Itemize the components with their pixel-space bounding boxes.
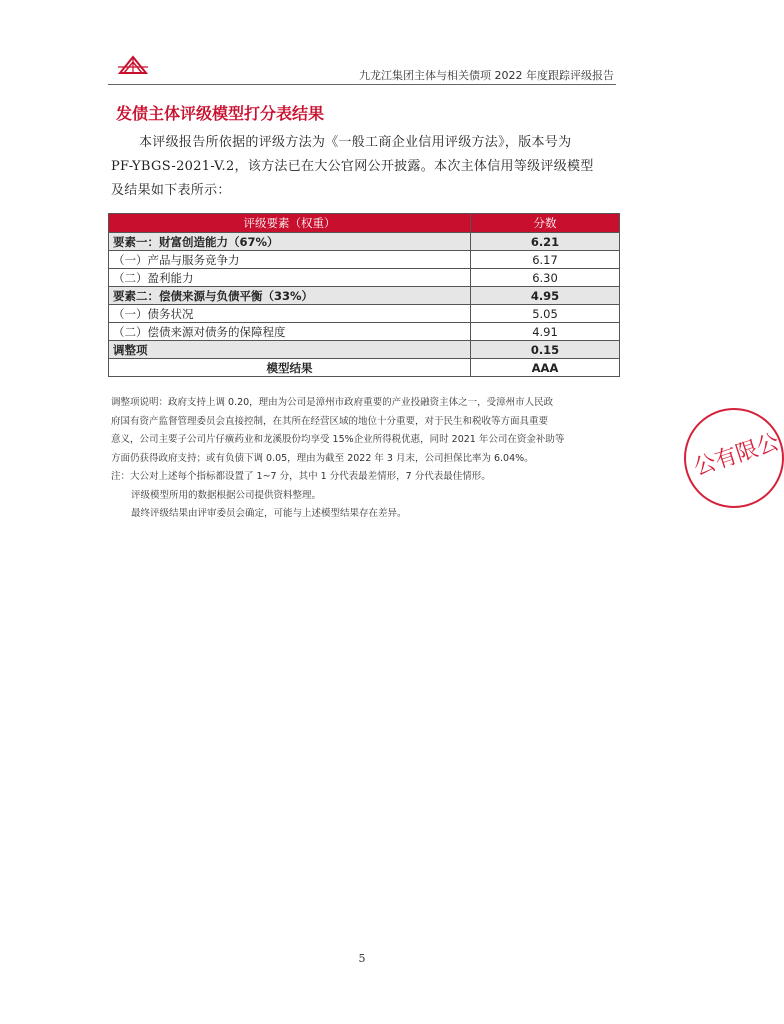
factor-cell: （二）偿债来源对债务的保障程度 bbox=[109, 323, 471, 341]
factor-cell: （一）债务状况 bbox=[109, 305, 471, 323]
model-result-value: AAA bbox=[471, 359, 620, 377]
table-row bbox=[109, 341, 620, 359]
stamp-text: 公有限公 bbox=[690, 429, 783, 481]
table-row bbox=[109, 305, 620, 323]
table-row bbox=[109, 287, 620, 305]
adjustment-note-line: 方面仍获得政府支持；或有负债下调 0.05，理由为截至 2022 年 3 月末，公司担保比率为 6.04%。 bbox=[111, 452, 534, 464]
company-seal-stamp bbox=[684, 408, 784, 508]
data-source-note: 评级模型所用的数据根据公司提供资料整理。 bbox=[131, 489, 322, 501]
page-number: 5 bbox=[358, 952, 366, 965]
company-logo-icon bbox=[118, 55, 148, 75]
score-cell: 5.05 bbox=[471, 305, 620, 323]
factor-column-header: 评级要素（权重） bbox=[109, 214, 471, 233]
table-row bbox=[109, 233, 620, 251]
intro-line-3: 及结果如下表所示： bbox=[111, 183, 231, 198]
factor-cell: 要素二：偿债来源与负债平衡（33%） bbox=[109, 287, 471, 305]
factor-cell: （二）盈利能力 bbox=[109, 269, 471, 287]
score-cell: 6.30 bbox=[471, 269, 620, 287]
intro-paragraph bbox=[111, 131, 616, 203]
model-result-label: 模型结果 bbox=[109, 359, 471, 377]
table-notes bbox=[111, 394, 621, 524]
committee-note: 最终评级结果由评审委员会确定，可能与上述模型结果存在差异。 bbox=[131, 508, 407, 519]
header-divider bbox=[108, 84, 616, 85]
score-cell: 4.91 bbox=[471, 323, 620, 341]
score-column-header: 分数 bbox=[471, 214, 620, 233]
scale-note: 注：大公对上述每个指标都设置了 1~7 分，其中 1 分代表最差情形，7 分代表最佳情形。 bbox=[111, 471, 491, 482]
table-header-row bbox=[109, 214, 620, 233]
adjustment-note-line: 意义，公司主要子公司片仔癀药业和龙溪股份均享受 15%企业所得税优惠，同时 2021 年公司在资金补助等 bbox=[111, 434, 565, 445]
score-cell: 0.15 bbox=[471, 341, 620, 359]
intro-line-2: PF-YBGS-2021-V.2，该方法已在大公官网公开披露。本次主体信用等级评级模型 bbox=[111, 159, 594, 174]
score-cell: 6.17 bbox=[471, 251, 620, 269]
score-cell: 4.95 bbox=[471, 287, 620, 305]
model-result-row bbox=[109, 359, 620, 377]
adjustment-note-line: 府国有资产监督管理委员会直接控制，在其所在经营区域的地位十分重要，对于民生和税收等方面具重要 bbox=[111, 415, 549, 427]
report-header-title: 九龙江集团主体与相关债项 2022 年度跟踪评级报告 bbox=[359, 69, 614, 82]
intro-line-1: 本评级报告所依据的评级方法为《一般工商企业信用评级方法》，版本号为 bbox=[139, 135, 572, 150]
score-cell: 6.21 bbox=[471, 233, 620, 251]
table-row bbox=[109, 323, 620, 341]
rating-score-table bbox=[108, 213, 620, 377]
adjustment-note-line: 调整项说明：政府支持上调 0.20，理由为公司是漳州市政府重要的产业投融资主体之一，受漳州市人民政 bbox=[111, 397, 554, 408]
section-title: 发债主体评级模型打分表结果 bbox=[116, 104, 325, 123]
table-row bbox=[109, 269, 620, 287]
factor-cell: 调整项 bbox=[109, 341, 471, 359]
factor-cell: （一）产品与服务竞争力 bbox=[109, 251, 471, 269]
factor-cell: 要素一：财富创造能力（67%） bbox=[109, 233, 471, 251]
table-row bbox=[109, 251, 620, 269]
